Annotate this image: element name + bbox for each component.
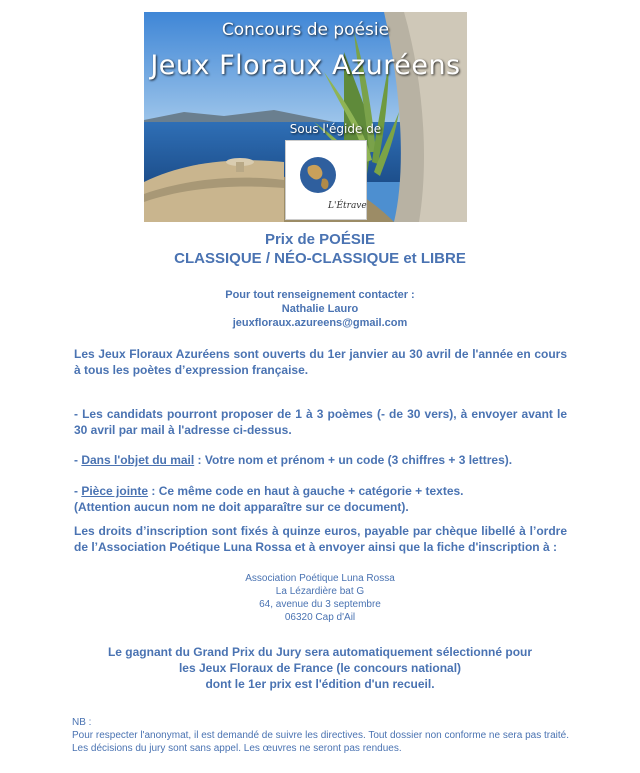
logo-text: L'Étrave (328, 201, 367, 211)
winner-line: les Jeux Floraux de France (le concours national) (178, 661, 462, 675)
contact-email[interactable]: jeuxfloraux.azureens@gmail.com (232, 317, 408, 329)
address-line: La Lézardière bat G (275, 586, 365, 597)
mail-subject-label: Dans l'objet du mail (81, 453, 195, 467)
attachment-paragraph (74, 483, 567, 515)
attachment-label: Pièce jointe (81, 484, 149, 498)
mail-subject-paragraph (74, 452, 567, 468)
submission-paragraph: - Les candidats pourront proposer de 1 à 3 poèmes (- de 30 vers), à envoyer avant le 30 avril par mail à l'adresse ci-dessus. (74, 407, 567, 437)
banner-patronage: Sous l'égide de (289, 122, 382, 136)
contact-name: Nathalie Lauro (281, 303, 359, 315)
prize-categories: CLASSIQUE / NÉO-CLASSIQUE et LIBRE (174, 250, 466, 267)
address-line: Association Poétique Luna Rossa (245, 573, 395, 584)
address-line: 64, avenue du 3 septembre (259, 599, 381, 610)
intro-paragraph: Les Jeux Floraux Azuréens sont ouverts du 1er janvier au 30 avril de l'année en cours à tous les poètes d’expression française. (74, 347, 567, 377)
attachment-note: (Attention aucun nom ne doit apparaître sur ce document). (74, 500, 409, 514)
header-banner (144, 12, 467, 222)
fees-paragraph: Les droits d’inscription sont fixés à quinze euros, payable par chèque libellé à l’ordre de l’Association Poétique Luna Rossa et à envoyer ainsi que la fiche d'inscription à : (74, 524, 567, 554)
poets-logo (285, 140, 367, 220)
banner-title: Jeux Floraux Azuréens (150, 50, 461, 81)
nb-text: Pour respecter l'anonymat, il est demandé de suivre les directives. Tout dossier non conforme ne sera pas traité. Les décisions du jury sont sans appel. Les œuvres ne seront pas rendues. (72, 730, 569, 754)
winner-line: dont le 1er prix est l'édition d'un recueil. (205, 677, 435, 691)
contact-intro: Pour tout renseignement contacter : (225, 289, 415, 301)
attachment-text: : Ce même code en haut à gauche + catégorie + textes. (148, 484, 464, 498)
nb-label: NB : (72, 717, 92, 728)
winner-line: Le gagnant du Grand Prix du Jury sera automatiquement sélectionné pour (107, 645, 533, 659)
prize-title: Prix de POÉSIE (264, 231, 376, 248)
mail-subject-prefix: - (74, 453, 82, 467)
banner-subtitle: Concours de poésie (221, 20, 390, 40)
address-line: 06320 Cap d'Ail (284, 612, 356, 623)
attachment-prefix: - (74, 484, 82, 498)
mail-subject-text: : Votre nom et prénom + un code (3 chiffres + 3 lettres). (194, 453, 513, 467)
